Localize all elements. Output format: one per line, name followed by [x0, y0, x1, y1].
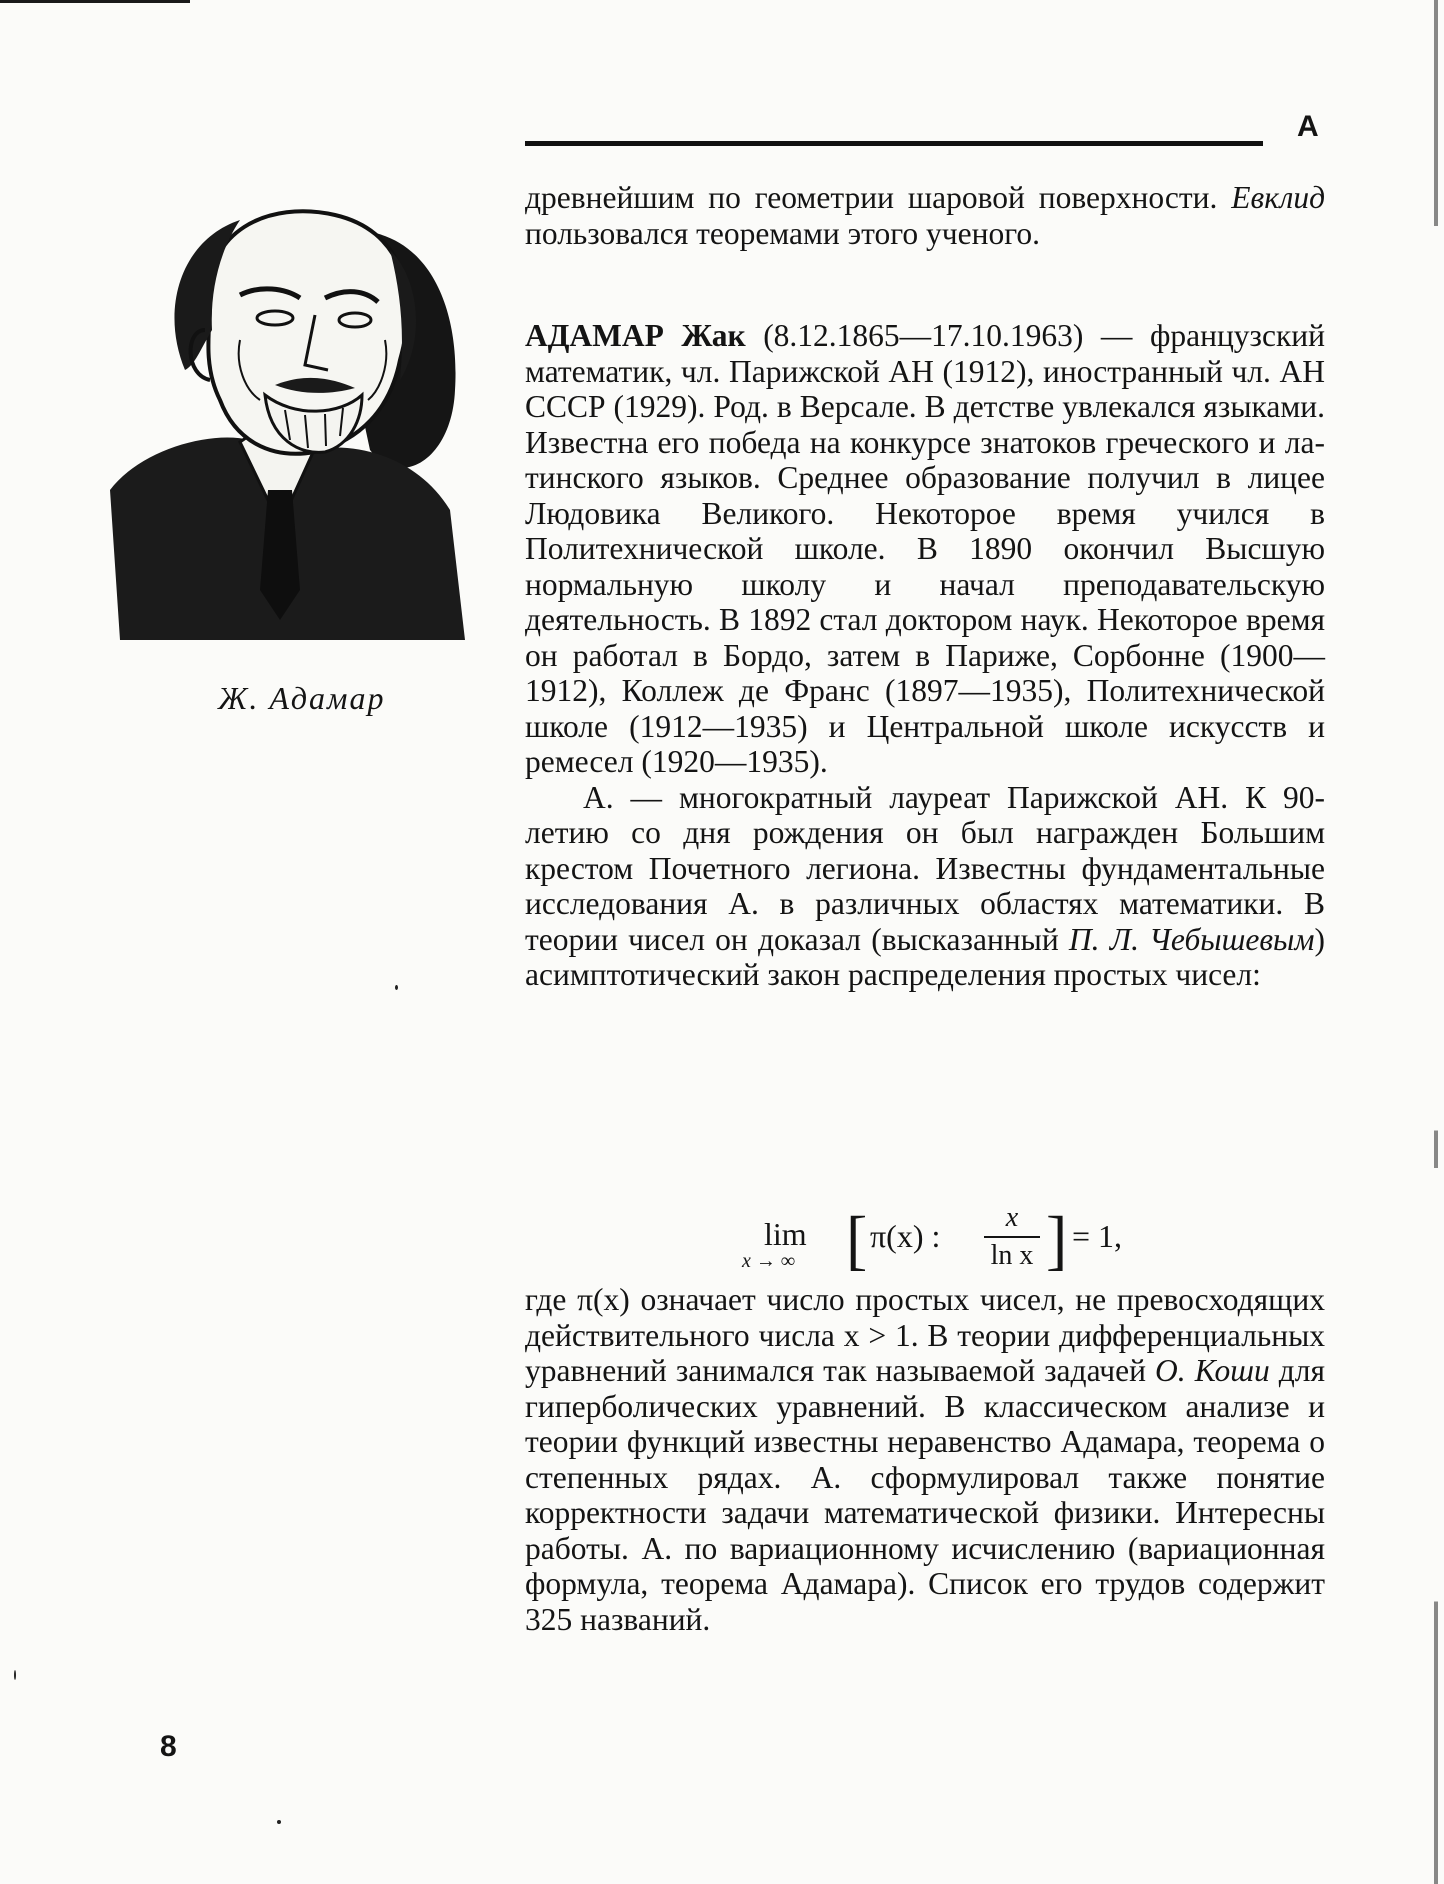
formula-lim: lim — [764, 1216, 807, 1252]
portrait-caption: Ж. Адамар — [218, 680, 386, 716]
formula-denominator: ln x — [990, 1240, 1034, 1271]
formula-lim-subscript: x → ∞ — [742, 1250, 796, 1272]
formula-rhs: = 1, — [1072, 1218, 1123, 1254]
euclid-name: Евклид — [1231, 180, 1325, 215]
scan-edge-right — [1434, 0, 1438, 1884]
entry-heading: АДАМАР Жак — [525, 318, 746, 353]
page-number: 8 — [160, 1730, 177, 1763]
scan-speck — [14, 1670, 16, 1680]
prime-number-formula — [742, 1202, 1142, 1278]
entry-paragraph-2b: ) асимптотический закон распределения простых чисел: — [525, 921, 1325, 992]
scan-speck — [277, 1820, 281, 1824]
scan-edge-top — [0, 0, 190, 3]
entry-paragraph-2a: А. — многократный лауреат Парижской АН. К 90-летию со дня рождения он был награжден Большим крестом Почетного легиона. Известны фундаментальные исследования А. в различных областях математики. В теории чисел он доказал (высказанный — [525, 779, 1325, 957]
formula-numerator: x — [1005, 1202, 1019, 1233]
entry-body — [525, 318, 1325, 993]
continuation-text-b: пользовался теоремами этого ученого. — [525, 215, 1040, 251]
entry-paragraph-3b: для гиперболических уравнений. В классическом анализе и теории функций известны неравенство Адамара, теорема о степенных рядах. А. сформулировал также понятие корректности задачи математической физики. Интересны работы. А. по вариационному исчислению (вариационная формула, теорема Адамара). Список его трудов содержит 325 названий. — [525, 1353, 1326, 1637]
entry-paragraph-3a: где π(x) означает число простых чисел, не превосходящих действительного числа x > 1. В теории дифференциальных уравнений занимался так называемой задачей — [525, 1282, 1325, 1388]
section-letter: А — [1297, 110, 1319, 143]
entry-paragraph-1: (8.12.1865—17.10.1963) — французский математик, чл. Парижской АН (1912), иностранный чл. АН СССР (1929). Род. в Версале. В детстве увлекался языками. Известна его победа на конкурсе знатоков греческого и латинского языков. Среднее образование получил в лицее Людовика Великого. Некоторое время учился в Политехнической школе. В 1890 окончил Высшую нормальную школу и начал преподавательскую деятельность. В 1892 стал доктором наук. Некоторое время он работал в Бордо, затем в Париже, Сорбонне (1900—1912), Коллеж де Франс (1897—1935), Политехнической школе (1912—1935) и Центральной школе искусств и ремесел (1920—1935). — [525, 318, 1325, 779]
formula-bracket-close: ] — [1046, 1202, 1068, 1277]
cauchy-name: О. Коши — [1155, 1353, 1270, 1388]
continuation-paragraph — [525, 180, 1325, 251]
continuation-text-a: древнейшим по геометрии шаровой поверхности. — [525, 180, 1218, 215]
header-rule — [525, 141, 1263, 146]
scan-speck — [395, 985, 398, 990]
portrait-illustration — [100, 190, 480, 660]
formula-fraction — [984, 1202, 1040, 1272]
entry-continuation — [525, 1282, 1325, 1637]
formula-expression: π(x) : — [870, 1218, 941, 1254]
chebyshev-name: П. Л. Чебышевым — [1068, 921, 1315, 957]
formula-fraction-bar — [984, 1236, 1040, 1238]
formula-bracket-open: [ — [846, 1202, 868, 1277]
